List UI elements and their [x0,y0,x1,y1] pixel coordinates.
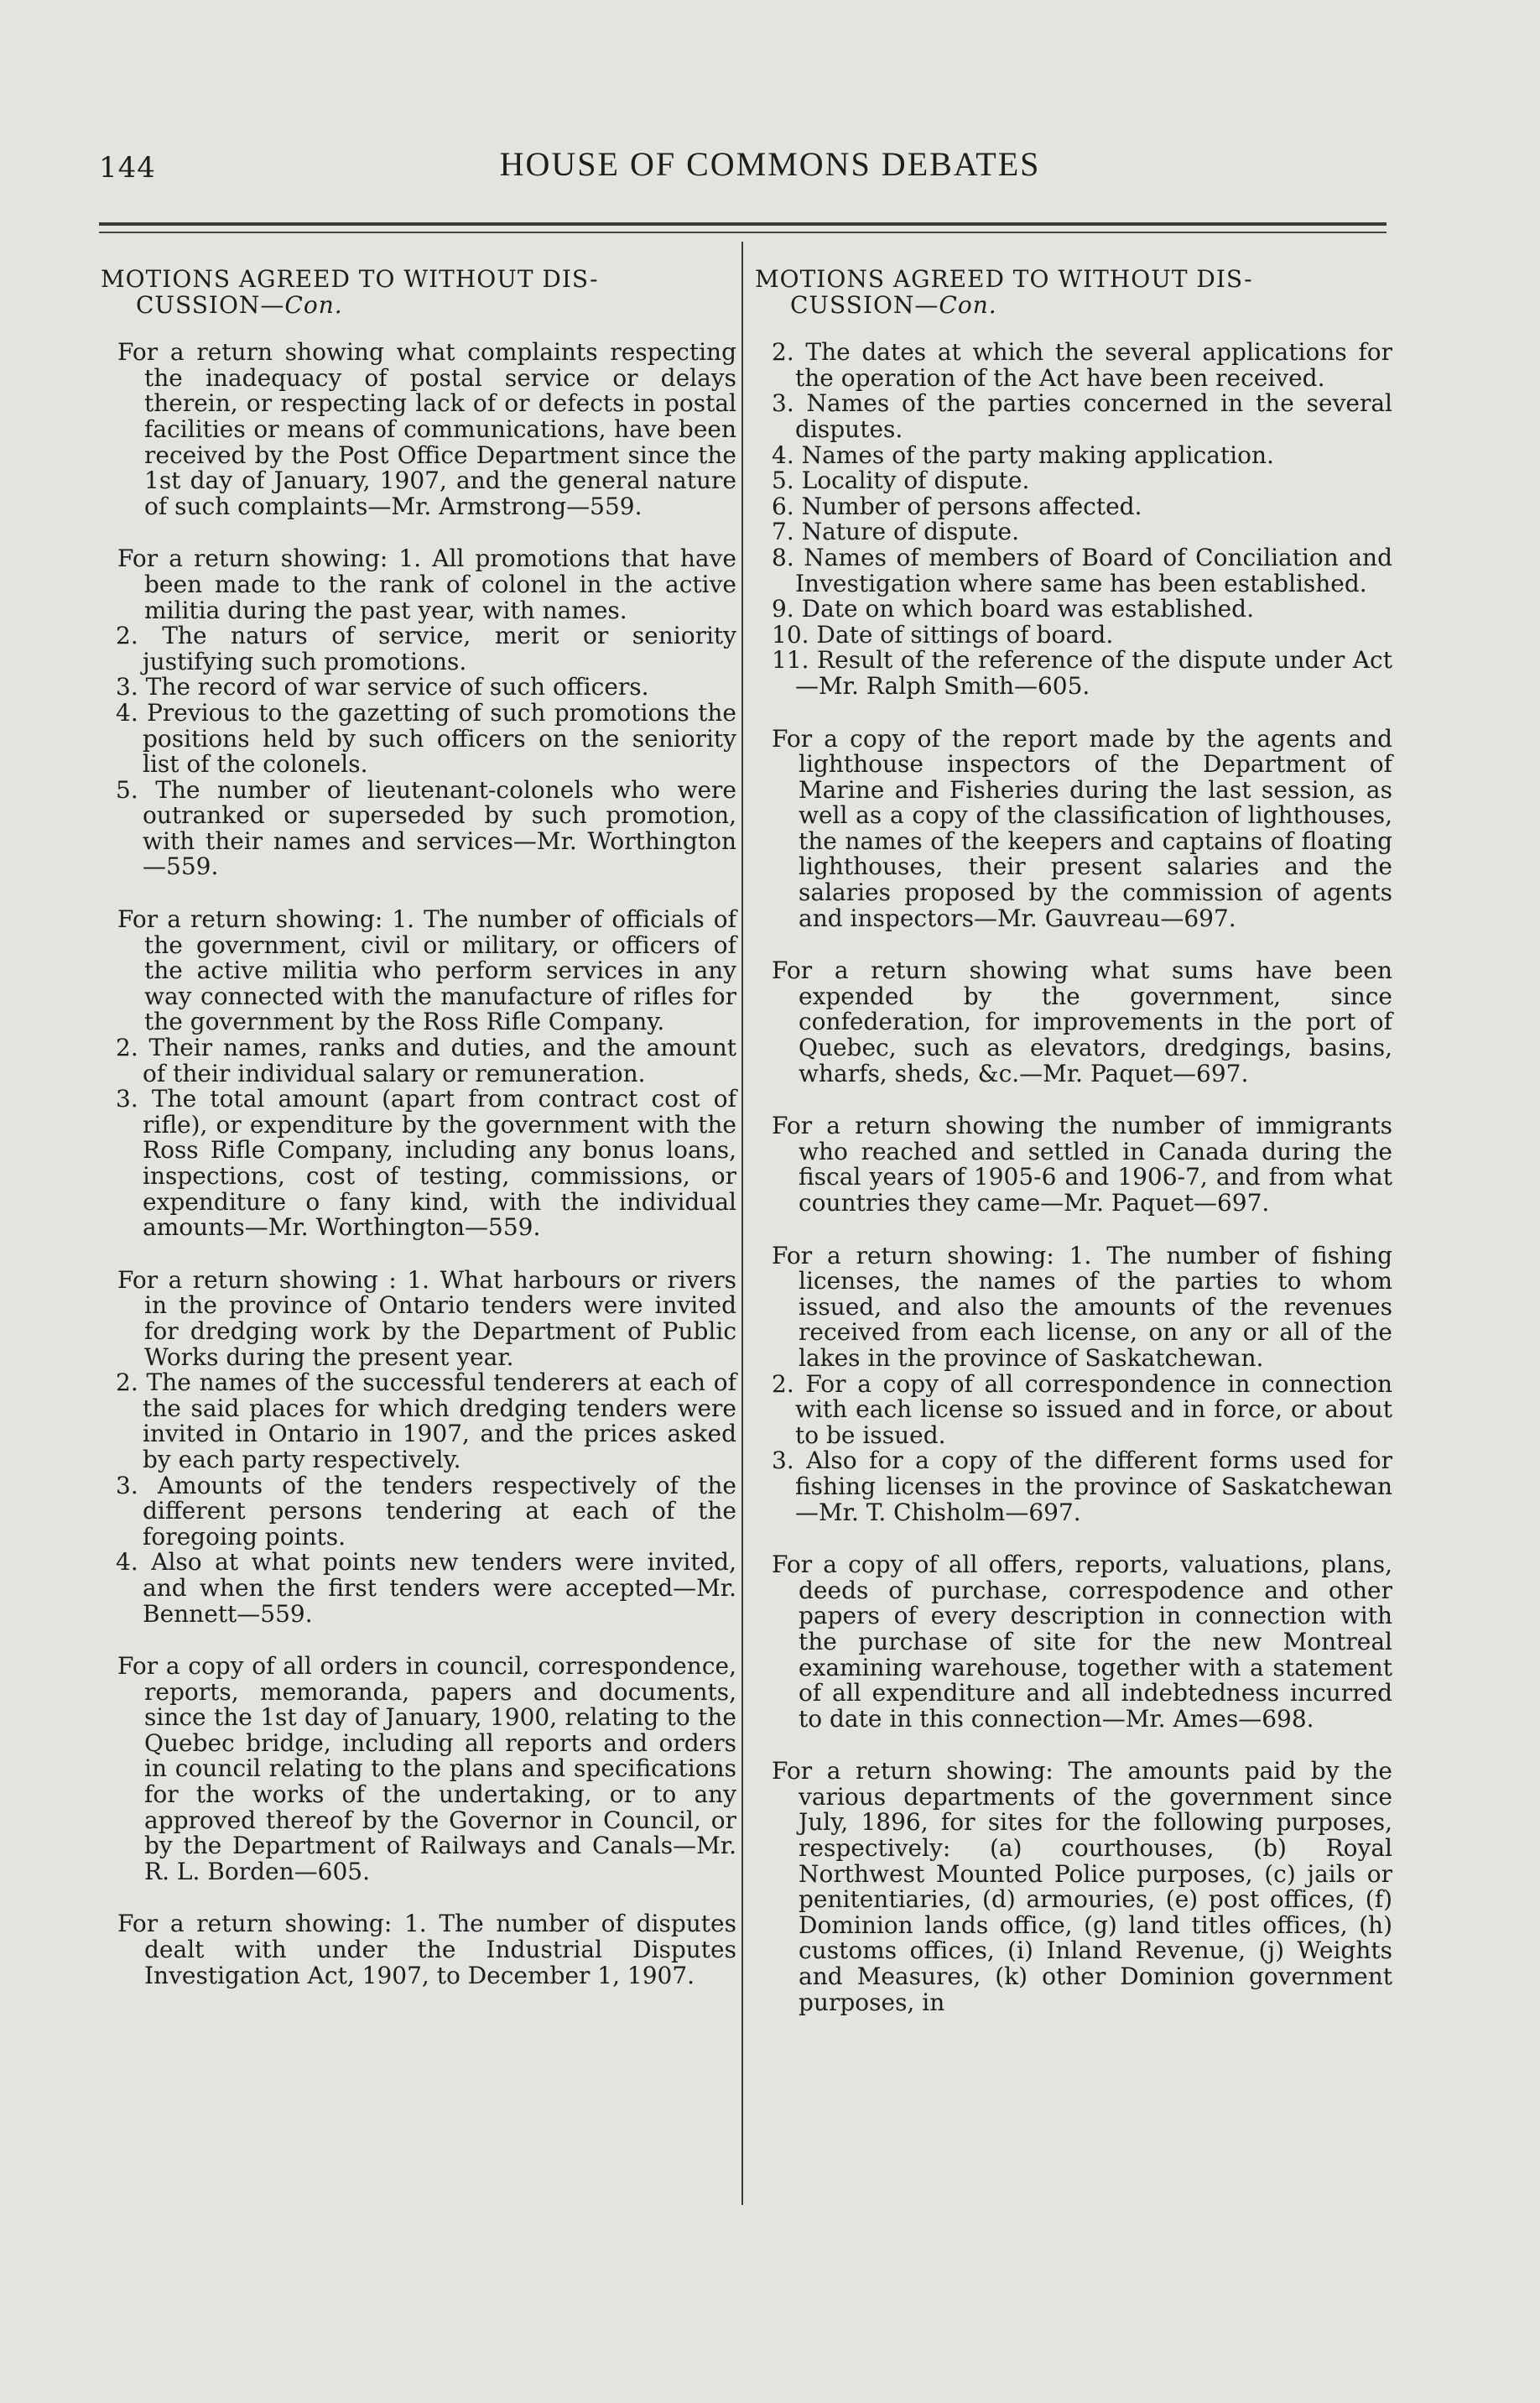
motion-paragraph: For a return showing: 1. All promotions that have been made to the rank of colonel in the active militia during the past year, with names. [117,545,736,624]
motion-industrial-disputes [101,1911,736,1989]
page-number: 144 [99,151,156,185]
motion-sub-item: 3. Amounts of the tenders respectively of the different persons tendering at each of the foregoing points. [116,1471,736,1551]
motion-sub-item: 2. Their names, ranks and duties, and the amount of their individual salary or remuneration. [116,1034,736,1087]
motion-sub-item: 6. Number of persons affected. [772,492,1142,520]
left-column [101,267,736,2015]
heading-line-1: MOTIONS AGREED TO WITHOUT DIS- [755,265,1253,293]
motion-sub-item: 2. For a copy of all correspondence in connection with each license so issued and in force, or about to be issued. [772,1369,1392,1449]
header-rule-thin [99,232,1387,233]
motion-sub-item: 3. Names of the parties concerned in the several disputes. [772,389,1392,443]
motion-sub-item: 3. Also for a copy of the different forms used for fishing licenses in the province of Saskatchewan—Mr. T. Chisholm—697. [772,1446,1392,1526]
motion-fishing-licenses [755,1243,1392,1526]
motion-paragraph: For a return showing: 1. The number of disputes dealt with under the Industrial Disputes Investigation Act, 1907, to December 1, 1907. [117,1910,736,1989]
motion-paragraph: For a copy of all offers, reports, valuations, plans, deeds of purchase, correspodence and other papers of every description in connection with the purchase of site for the new Montreal examining warehouse, together with a statement of all expenditure and all indebtedness incurred to date in this connection—Mr. Ames—698. [772,1551,1392,1733]
motion-sub-item: 8. Names of members of Board of Conciliation and Investigation where same has been established. [772,543,1392,597]
motion-immigrants [755,1113,1392,1216]
motion-postal-complaints [101,340,736,519]
motion-disputes-continued [755,340,1392,699]
motion-sub-item: 4. Also at what points new tenders were invited, and when the first tenders were accepted—Mr. Bennett—559. [116,1548,736,1628]
motion-quebec-bridge [101,1654,736,1884]
motion-militia-promotions [101,546,736,880]
heading-line-2 [101,290,736,319]
section-heading [755,267,1392,318]
motion-paragraph: For a return showing what sums have been expended by the government, since confederation, for improvements in the port of Quebec, such as elevators, dredgings, basins, wharfs, sheds, &c.—Mr. Paquet—697. [772,957,1392,1087]
motion-dredging-tenders [101,1265,736,1628]
motion-sub-item: 2. The dates at which the several applications for the operation of the Act have been received. [772,338,1392,392]
running-title: HOUSE OF COMMONS DEBATES [499,145,1041,183]
heading-cussion: CUSSION— [790,290,939,319]
header-rule-thick [99,222,1387,226]
heading-con: Con. [284,290,343,319]
heading-line-2 [755,290,1392,319]
motion-sub-item: 5. The number of lieutenant-colonels who were outranked or superseded by such promotion, with their names and services—Mr. Worthington—559. [116,775,736,881]
motion-sub-item: 3. The total amount (apart from contract cost of rifle), or expenditure by the government with the Ross Rifle Company, including any bonus loans, inspections, cost of testing, commissions, or expenditure o fany kind, with the individual amounts—Mr. Worthington—559. [116,1085,736,1242]
motion-paragraph: For a return showing: The amounts paid by the various departments of the government since July, 1896, for sites for the following purposes, respectively: (a) courthouses, (b) Royal Northwest Mounted Police purposes, (c) jails or penitentiaries, (d) armouries, (e) post offices, (f) Dominion lands office, (g) land titles offices, (h) customs offices, (i) Inland Revenue, (j) Weights and Measures, (k) other Dominion government purposes, in [772,1757,1392,2016]
motion-paragraph: For a copy of the report made by the agents and lighthouse inspectors of the Department of Marine and Fisheries during the last session, as well as a copy of the classification of lighthouses, the names of the keepers and captains of floating lighthouses, their present salaries and the salaries proposed by the commission of agents and inspectors—Mr. Gauvreau—697. [772,724,1392,932]
motion-sub-item: 3. The record of war service of such officers. [116,673,649,701]
motion-montreal-warehouse [755,1552,1392,1732]
motion-sub-item: 11. Result of the reference of the dispute under Act—Mr. Ralph Smith—605. [772,646,1392,700]
heading-cussion: CUSSION— [136,290,285,319]
motion-sub-item: 2. The naturs of service, merit or seniority justifying such promotions. [116,622,736,675]
heading-con: Con. [939,290,997,319]
motion-paragraph: For a return showing what complaints respecting the inadequacy of postal service or delays therein, or respecting lack of or defects in postal facilities or means of communications, have been received by the Post Office Department since the 1st day of January, 1907, and the general nature of such complaints—Mr. Armstrong—559. [117,338,736,520]
motion-site-purchases [755,1759,1392,2015]
motion-paragraph: For a copy of all orders in council, correspondence, reports, memoranda, papers and documents, since the 1st day of January, 1900, relating to the Quebec bridge, including all reports and orders in council relating to the plans and specifications for the works of the undertaking, or to any approved thereof by the Governor in Council, or by the Department of Railways and Canals—Mr. R. L. Borden—605. [117,1652,736,1885]
motion-lighthouse-report [755,724,1392,932]
right-column [755,267,1392,2042]
motion-paragraph: For a return showing : 1. What harbours or rivers in the province of Ontario tenders were invited for dredging work by the Department of Public Works during the present year. [117,1265,736,1371]
motion-paragraph: For a return showing the number of immigrants who reached and settled in Canada during the fiscal years of 1905-6 and 1906-7, and from what countries they came—Mr. Paquet—697. [772,1112,1392,1217]
column-divider [741,242,743,2205]
motion-port-of-quebec [755,958,1392,1087]
motion-ross-rifle [101,907,736,1241]
section-heading [101,267,736,318]
motion-paragraph: For a return showing: 1. The number of officials of the government, civil or military, or officers of the active militia who perform services in any way connected with the manufacture of rifles for the government by the Ross Rifle Company. [117,905,736,1036]
motion-sub-item: 7. Nature of dispute. [772,518,1019,546]
heading-line-1: MOTIONS AGREED TO WITHOUT DIS- [101,265,599,293]
motion-sub-item: 4. Previous to the gazetting of such promotions the positions held by such officers on the seniority list of the colonels. [116,698,736,779]
motion-sub-item: 10. Date of sittings of board. [772,620,1114,649]
motion-sub-item: 4. Names of the party making application. [772,440,1274,469]
motion-sub-item: 5. Locality of dispute. [772,467,1030,495]
motion-paragraph: For a return showing: 1. The number of fishing licenses, the names of the parties to whom issued, and also the amounts of the revenues received from each license, on any or all of the lakes in the province of Saskatchewan. [772,1241,1392,1372]
motion-sub-item: 9. Date on which board was established. [772,595,1254,623]
motion-sub-item: 2. The names of the successful tenderers at each of the said places for which dredging tenders were invited in Ontario in 1907, and the prices asked by each party respectively. [116,1368,736,1473]
